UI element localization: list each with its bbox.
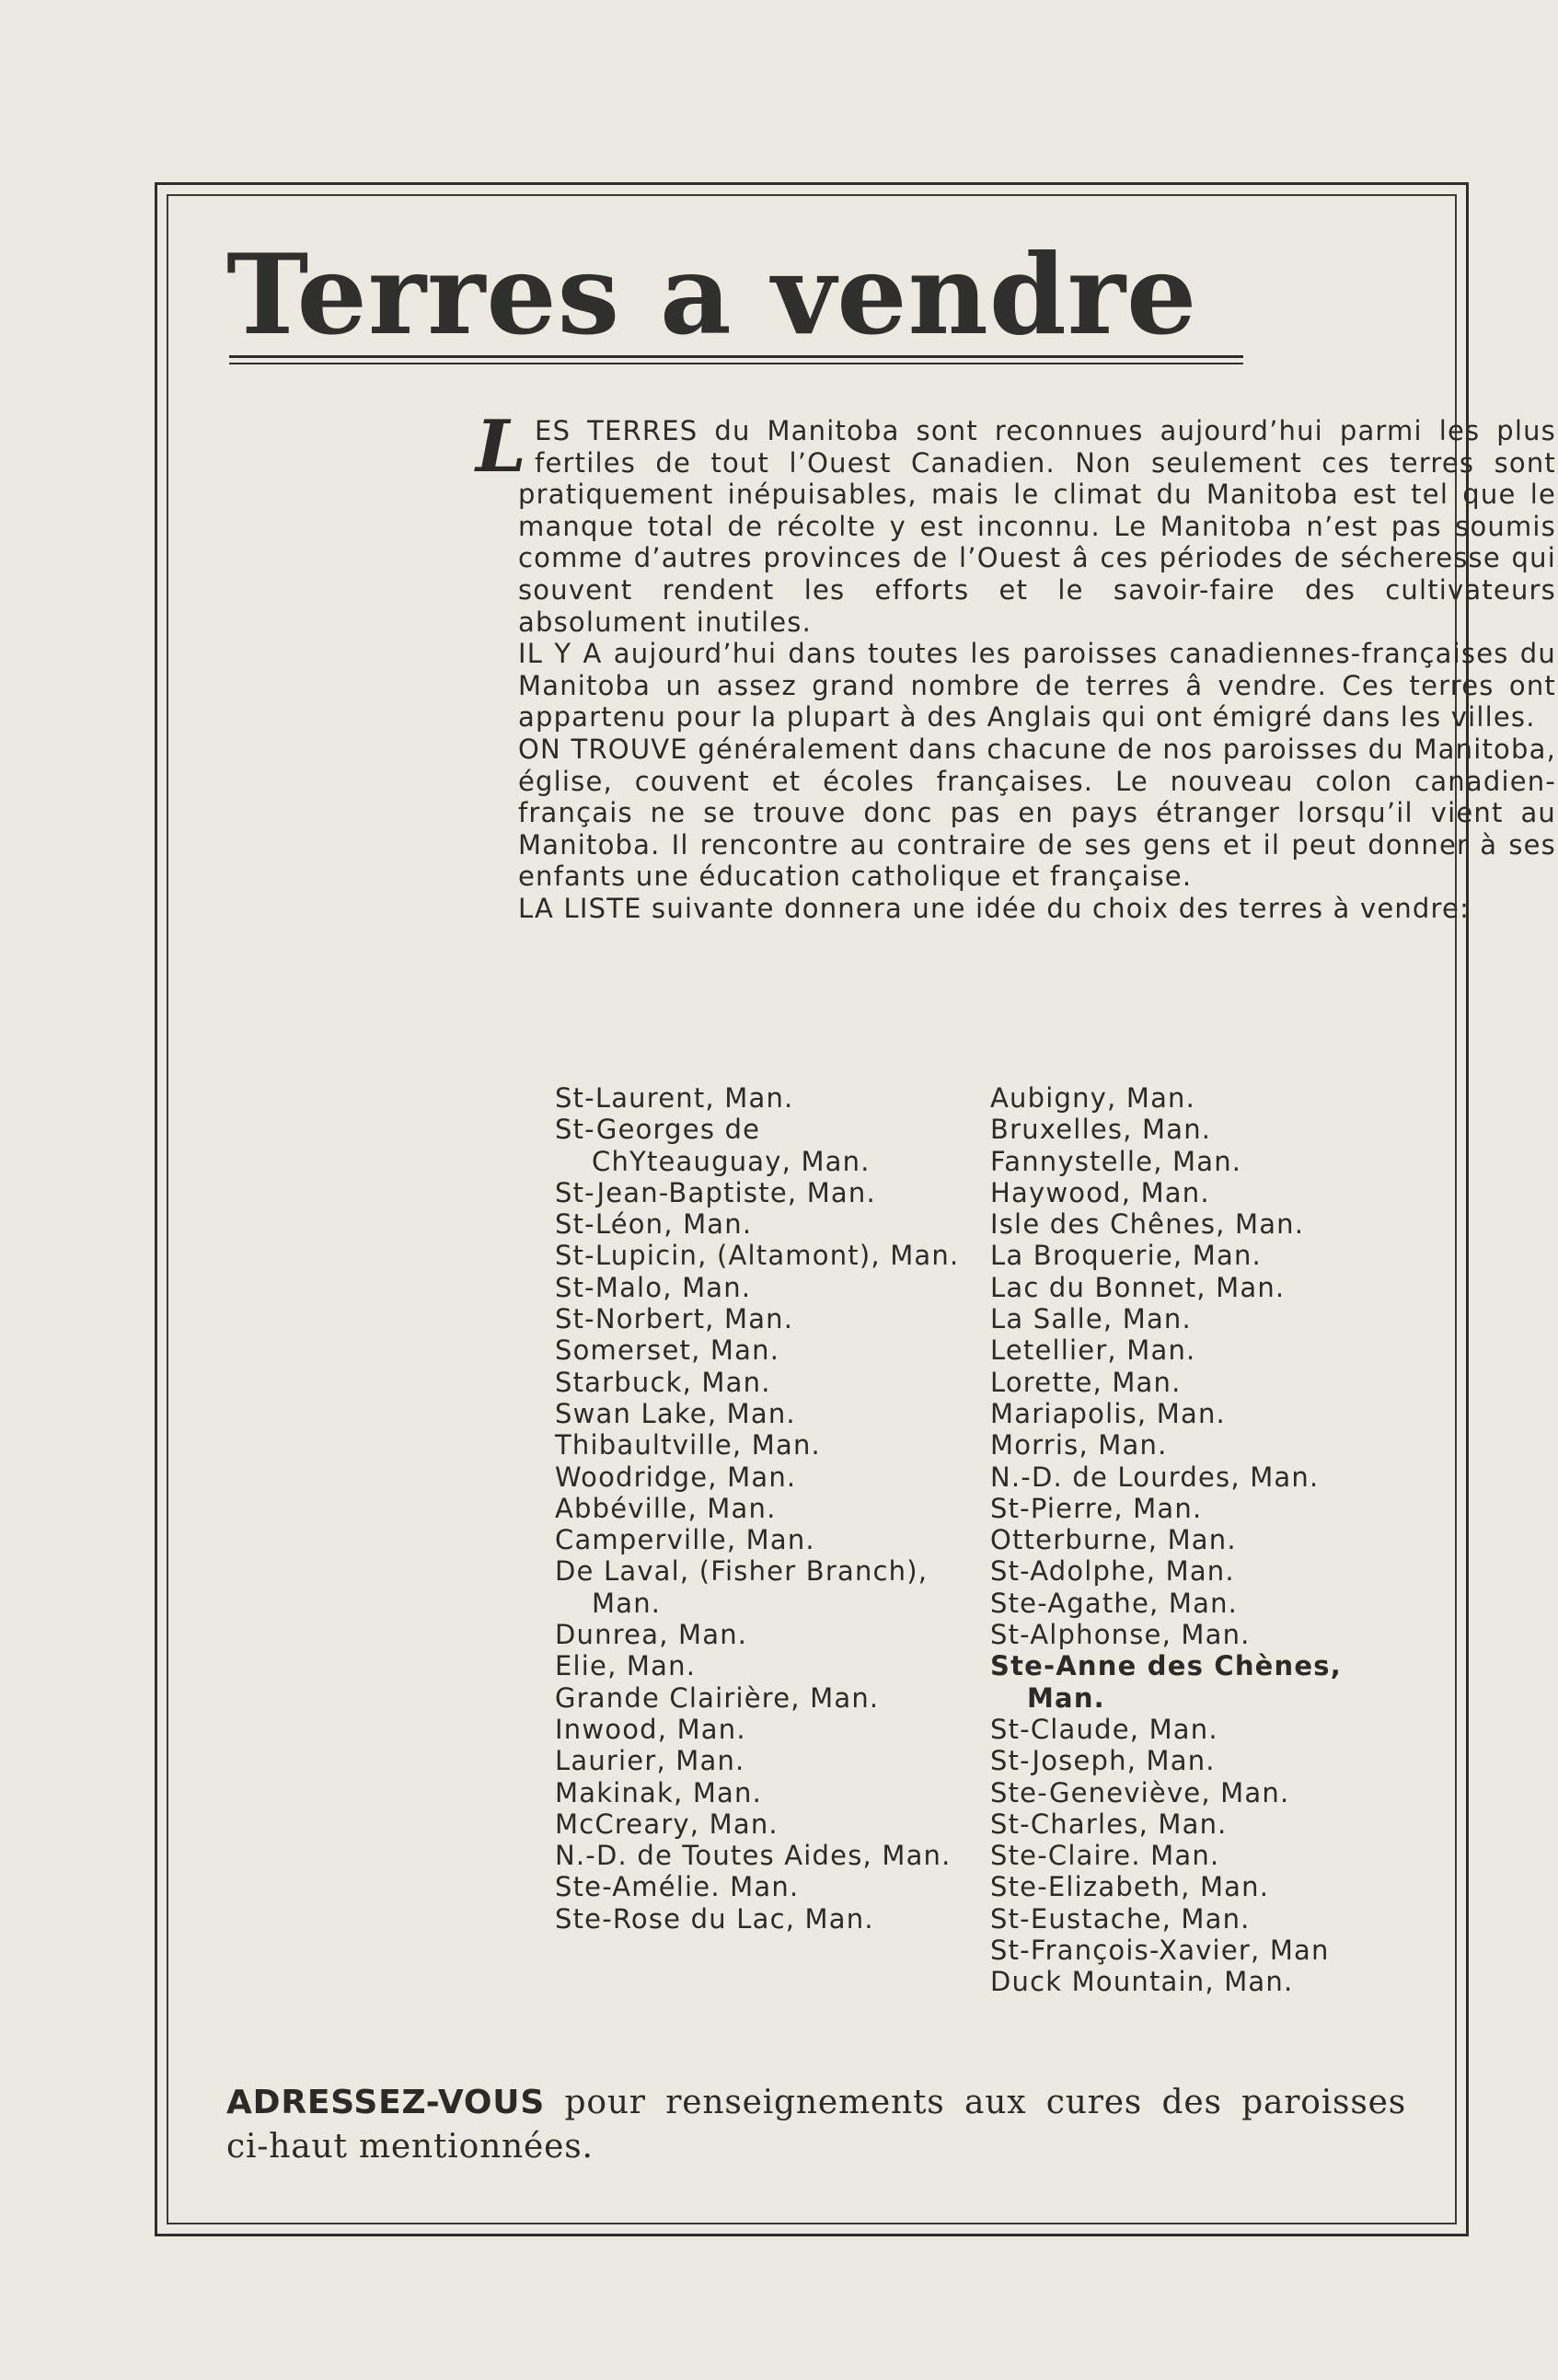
parish-list-item: St-Alphonse, Man.	[990, 1619, 1251, 1651]
parish-list-item: Abbéville, Man.	[555, 1492, 777, 1524]
page-title: Terres a vendre	[226, 230, 1198, 360]
parish-list-item: St-Jean-Baptiste, Man.	[555, 1176, 876, 1208]
intro-text	[476, 405, 1556, 925]
intro-paragraph-4: LA LISTE suivante donnera une idée du choix des terres à vendre:	[518, 892, 1471, 924]
parish-list-item: St-Norbert, Man.	[555, 1303, 794, 1335]
parish-list-item: Otterburne, Man.	[990, 1524, 1237, 1556]
parish-list-item: Inwood, Man.	[555, 1713, 746, 1745]
parish-list-item: St-Laurent, Man.	[555, 1082, 794, 1114]
intro-paragraph-3: ON TROUVE généralement dans chacune de nos paroisses du Manitoba, église, couvent et écoles françaises. Le nouveau colon canadien-français ne se trouve donc pas en pays étranger lorsqu’il vient au Manitoba. Il rencontre au contraire de ses gens et il peut donner à ses enfants une éducation catholique et française.	[518, 733, 1556, 893]
parish-list-item: Ste-Agathe, Man.	[990, 1587, 1239, 1619]
drop-cap: L	[476, 405, 528, 489]
parish-list-item: St-Lupicin, (Altamont), Man.	[555, 1240, 960, 1272]
parish-list-right	[990, 1082, 1404, 1998]
parish-list-item: St-Georges de ChYteauguay, Man.	[555, 1114, 871, 1177]
parish-list-item: La Broquerie, Man.	[990, 1240, 1262, 1272]
parish-list-item: N.-D. de Lourdes, Man.	[990, 1461, 1320, 1493]
parish-list-item: Laurier, Man.	[555, 1745, 745, 1777]
parish-list-item: Ste-Elizabeth, Man.	[990, 1871, 1270, 1903]
parish-list-item: Duck Mountain, Man.	[990, 1966, 1294, 1998]
parish-list-item: St-Malo, Man.	[555, 1271, 752, 1303]
parish-list-item: Thibaultville, Man.	[555, 1429, 821, 1462]
footer-emphasis: ADRESSEZ-VOUS	[226, 2084, 546, 2121]
parish-list-item: Grande Clairière, Man.	[555, 1681, 880, 1714]
parish-list-item: St-Claude, Man.	[990, 1713, 1218, 1745]
parish-list-item: Ste-Rose du Lac, Man.	[555, 1902, 874, 1935]
parish-list-item: St-Eustache, Man.	[990, 1902, 1251, 1935]
intro-paragraph-2: IL Y A aujourd’hui dans toutes les paroisses canadiennes-françaises du Manitoba un assez grand nombre de terres â vendre. Ces terres ont appartenu pour la plupart à des Anglais qui ont émigré dans les villes.	[518, 638, 1556, 734]
page-frame	[155, 182, 1556, 2236]
parish-list-item: Ste-Claire. Man.	[990, 1840, 1220, 1872]
parish-list-item: Dunrea, Man.	[555, 1619, 748, 1651]
parish-list-item: St-Joseph, Man.	[990, 1745, 1216, 1777]
footer-notice	[226, 2081, 1406, 2169]
parish-list-item: Haywood, Man.	[990, 1176, 1210, 1208]
parish-list-item: Lac du Bonnet, Man.	[990, 1271, 1286, 1303]
parish-list-item: Mariapolis, Man.	[990, 1397, 1226, 1429]
parish-list-item: Swan Lake, Man.	[555, 1397, 796, 1429]
parish-list-item: Lorette, Man.	[990, 1366, 1182, 1398]
intro-paragraph-1	[476, 405, 1556, 638]
parish-list-item: St-Pierre, Man.	[990, 1492, 1203, 1524]
parish-list-item: Woodridge, Man.	[555, 1461, 797, 1493]
parish-list-item: McCreary, Man.	[555, 1808, 779, 1840]
parish-list-item: St-François-Xavier, Man	[990, 1935, 1330, 1967]
footer-text: pour renseignements aux cures des paroisses ci-haut mentionnées.	[226, 2084, 1406, 2166]
parish-list-item: Somerset, Man.	[555, 1334, 780, 1367]
parish-list-item: Elie, Man.	[555, 1650, 697, 1682]
parish-list-item: De Laval, (Fisher Branch), Man.	[555, 1555, 929, 1619]
parish-list-item: St-Adolphe, Man.	[990, 1555, 1235, 1588]
parish-list-item: Letellier, Man.	[990, 1334, 1196, 1367]
parish-list-item: Ste-Geneviève, Man.	[990, 1776, 1290, 1808]
parish-list-left	[555, 1082, 960, 1935]
parish-list-item: Morris, Man.	[990, 1429, 1168, 1462]
parish-list-item: Ste-Amélie. Man.	[555, 1871, 800, 1903]
parish-list-item: Fannystelle, Man.	[990, 1145, 1242, 1177]
parish-list-item: Camperville, Man.	[555, 1524, 815, 1556]
parish-list-item: N.-D. de Toutes Aides, Man.	[555, 1840, 952, 1872]
parish-list-item: La Salle, Man.	[990, 1303, 1192, 1335]
parish-list-item: Bruxelles, Man.	[990, 1114, 1212, 1146]
parish-list-item: St-Léon, Man.	[555, 1208, 753, 1241]
title-underline	[229, 355, 1243, 364]
intro-paragraph-1-text: ES TERRES du Manitoba sont reconnues aujourd’hui parmi les plus fertiles de tout l’Ouest Canadien. Non seulement ces terres sont pratiquement inépuisables, mais le climat du Manitoba est tel que le manque total de récolte y est inconnu. Le Manitoba n’est pas soumis comme d’autres provinces de l’Ouest â ces périodes de sécheresse qui souvent rendent les efforts et le savoir-faire des cultivateurs absolument inutiles.	[518, 415, 1556, 638]
parish-list-item: Aubigny, Man.	[990, 1082, 1196, 1114]
parish-list-item: Isle des Chênes, Man.	[990, 1208, 1305, 1241]
parish-list-item: Makinak, Man.	[555, 1776, 763, 1808]
parish-list-item: St-Charles, Man.	[990, 1808, 1228, 1840]
parish-list-item: Ste-Anne des Chènes, Man.	[990, 1650, 1342, 1714]
parish-list-item: Starbuck, Man.	[555, 1366, 771, 1398]
